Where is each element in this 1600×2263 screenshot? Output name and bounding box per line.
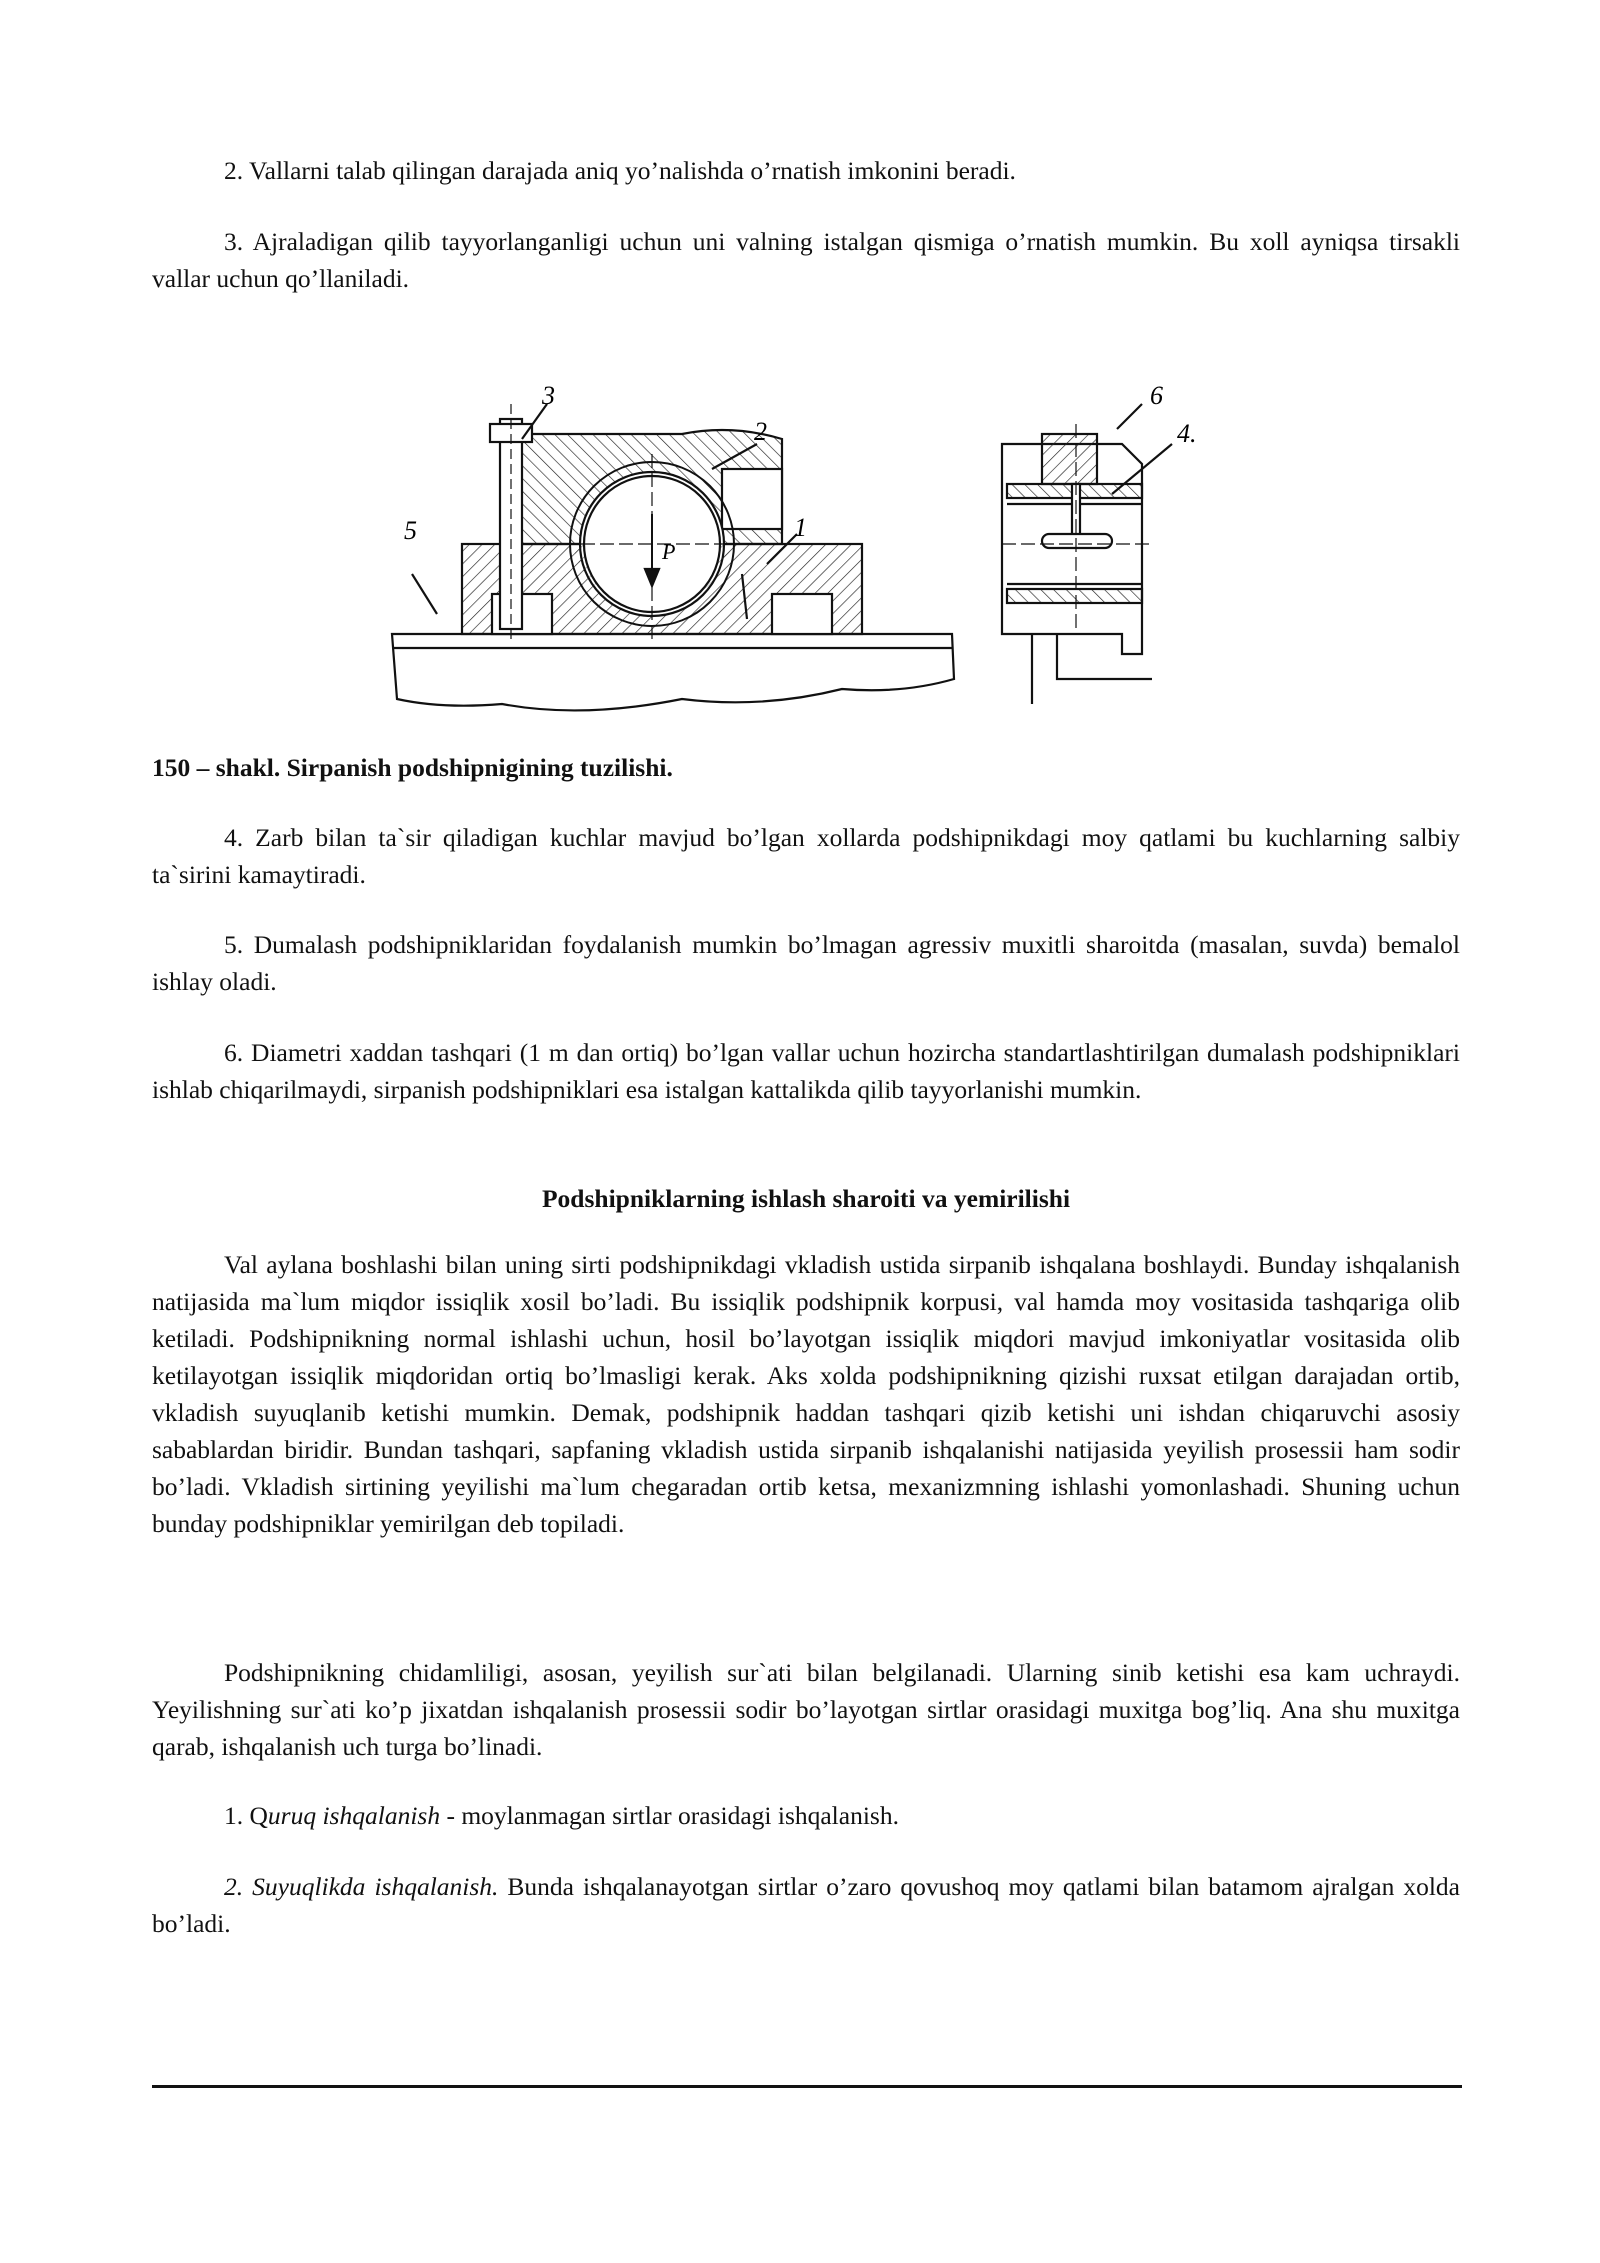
- paragraph-3: 3. Ajraladigan qilib tayyorlanganligi uchun uni valning istalgan qismiga o’rnatish mumkin. Bu xoll ayniqsa tirsakli vallar uchun qo’llaniladi.: [152, 227, 1460, 293]
- bearing-figure: [382, 364, 1262, 734]
- paragraph-4: 4. Zarb bilan ta`sir qiladigan kuchlar mavjud bo’lgan xollarda podshipnikdagi moy qatlami bu kuchlarning salbiy ta`sirini kamaytiradi.: [152, 823, 1460, 889]
- list-item-1-term: uruq ishqalanish: [267, 1801, 441, 1830]
- list-item-1-rest: - moylanmagan sirtlar orasidagi ishqalanish.: [440, 1801, 899, 1830]
- label-5: 5: [404, 516, 417, 545]
- label-3: 3: [542, 381, 555, 410]
- list-item-2-rest: Bunda ishqalanayotgan sirtlar o’zaro qovushoq moy qatlami bilan batamom ajralgan xolda bo’ladi.: [152, 1872, 1460, 1938]
- paragraph-6: 6. Diametri xaddan tashqari (1 m dan ortiq) bo’lgan vallar uchun hozircha standartlashtirilgan dumalash podshipniklari ishlab chiqarilmaydi, sirpanish podshipniklari esa istalgan kattalikda qilib tayyorlanishi mumkin.: [152, 1038, 1460, 1104]
- paragraph-5: 5. Dumalash podshipniklaridan foydalanish mumkin bo’lmagan agressiv muxitli sharoitda (masalan, suvda) bemalol ishlay oladi.: [152, 930, 1460, 996]
- label-1: 1: [794, 513, 807, 542]
- list-item-1-prefix: 1. Q: [224, 1801, 268, 1830]
- section-heading: Podshipniklarning ishlash sharoiti va yemirilishi: [541, 1184, 1071, 1213]
- footer-rule: [152, 2085, 1462, 2088]
- label-6: 6: [1150, 381, 1163, 410]
- paragraph-body-2: Podshipnikning chidamliligi, asosan, yeyilish sur`ati bilan belgilanadi. Ularning sinib ketishi esa kam uchraydi. Yeyilishning sur`ati ko’p jixatdan ishqalanish prosessii sodir bo’layotgan sirtlar orasidagi muxitga bog’liq. Ana shu muxitga qarab, ishqalanish uch turga bo’linadi.: [152, 1658, 1460, 1761]
- list-item-dry-friction: [152, 1797, 1460, 1834]
- label-4: 4.: [1177, 419, 1197, 448]
- paragraph-body-1: Val aylana boshlashi bilan uning sirti podshipnikdagi vkladish ustida sirpanib ishqalana boshlaydi. Bunday ishqalanish natijasida ma`lum miqdor issiqlik xosil bo’ladi. Bu issiqlik podshipnik korpusi, val hamda moy vositasida tashqariga olib ketiladi. Podshipnikning normal ishlashi uchun, hosil bo’layotgan issiqlik miqdori mavjud imkoniyatlar vositasida olib ketilayotgan issiqlik miqdoridan ortiq bo’lmasligi kerak. Aks xolda podshipnikning qizishi ruxsat etilgan darajadan ortib, vkladish suyuqlanib ketishi mumkin. Demak, podshipnik haddan tashqari qizib ketishi uni ishdan chiqaruvchi asosiy sabablardan biridir. Bundan tashqari, sapfaning vkladish ustida sirpanib ishqalanishi natijasida yeyilish prosessii ham sodir bo’ladi. Vkladish sirtining yeyilishi ma`lum chegaradan ortib ketsa, mexanizmning ishlashi yomonlashadi. Shuning uchun bunday podshipniklar yemirilgan deb topiladi.: [152, 1250, 1460, 1538]
- figure-caption: 150 – shakl. Sirpanish podshipnigining tuzilishi.: [152, 753, 673, 782]
- list-item-fluid-friction: [152, 1868, 1460, 1942]
- bearing-drawing: [382, 364, 1262, 734]
- bearing-side-view: [1002, 404, 1172, 704]
- label-force: P: [662, 539, 676, 564]
- label-2: 2: [754, 417, 767, 446]
- list-item-2-term: 2. Suyuqlikda ishqalanish.: [224, 1872, 499, 1901]
- paragraph-2: 2. Vallarni talab qilingan darajada aniq yo’nalishda o’rnatish imkonini beradi.: [224, 156, 1016, 185]
